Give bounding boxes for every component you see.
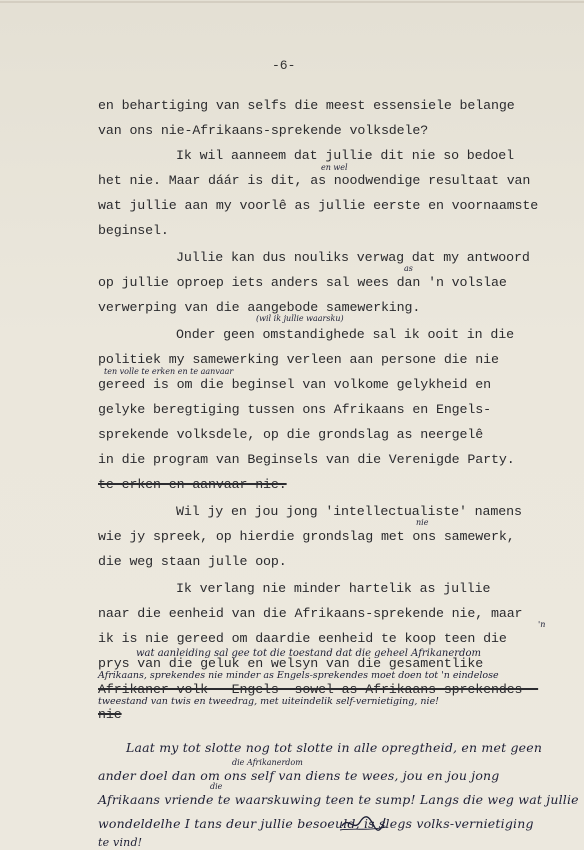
signature xyxy=(338,812,388,836)
typed-line: beginsel. xyxy=(98,223,169,238)
handwritten-replacement: wat aanleiding sal gee tot die toestand dat die geheel Afrikanerdom xyxy=(136,648,481,659)
handwritten-insertion: die Afrikanerdom xyxy=(232,758,303,767)
typed-line: Jullie kan dus nouliks verwag dat my antwoord xyxy=(176,250,530,265)
typed-line: en behartiging van selfs die meest essensiele belange xyxy=(98,98,515,113)
typed-line: wat jullie aan my voorlê as jullie eerste en voornaamste xyxy=(98,198,539,213)
handwritten-insertion: as xyxy=(404,264,413,273)
typed-line: in die program van Beginsels van die Verenigde Party. xyxy=(98,452,515,467)
typed-line-struck: te erken en aanvaar nie. xyxy=(98,477,287,492)
typed-line: Onder geen omstandighede sal ik ooit in die xyxy=(176,327,514,342)
typed-line: prys van die geluk en welsyn van die gesamentlike xyxy=(98,656,484,671)
handwritten-replacement: tweestand van twis en tweedrag, met uiteindelik self-vernietiging, nie! xyxy=(98,696,440,707)
typed-line: Wil jy en jou jong 'intellectualiste' namens xyxy=(176,504,522,519)
handwritten-closing-line: Laat my tot slotte nog tot slotte in alle opregtheid, en met geen xyxy=(126,740,543,755)
typed-line: Ik verlang nie minder hartelik as jullie xyxy=(176,581,491,596)
handwritten-closing-line: Afrikaans vriende te waarskuwing teen te sump! Langs die weg wat jullie xyxy=(98,792,579,807)
page-number: -6- xyxy=(272,58,296,73)
handwritten-insertion: die xyxy=(210,782,223,791)
typed-line: naar die eenheid van die Afrikaans-sprekende nie, maar xyxy=(98,606,523,621)
typed-line: van ons nie-Afrikaans-sprekende volksdele? xyxy=(98,123,429,138)
handwritten-closing-line: ander doel dan om ons self van diens te wees, jou en jou jong xyxy=(98,768,500,783)
typed-line: politiek my samewerking verleen aan persone die nie xyxy=(98,352,499,367)
typed-line: die weg staan julle oop. xyxy=(98,554,287,569)
typed-line: sprekende volksdele, op die grondslag as neergelê xyxy=(98,427,484,442)
handwritten-closing-line: te vind! xyxy=(98,836,143,849)
handwritten-insertion: (wil ik jullie waarsku) xyxy=(256,314,344,323)
handwritten-replacement: Afrikaans, sprekendes nie minder as Engels-sprekendes moet doen tot 'n eindelose xyxy=(98,670,499,681)
page-fold xyxy=(0,1,584,3)
handwritten-closing-line: wondeldelhe I tans deur jullie besoeuld, is slegs volks-vernietiging xyxy=(98,816,534,831)
typed-line: gereed is om die beginsel van volkome gelykheid en xyxy=(98,377,491,392)
typed-line-struck: Afrikaner-volk - Engels- sowel as Afrikaans-sprekendes - xyxy=(98,682,539,697)
typed-line: gelyke beregtiging tussen ons Afrikaans en Engels- xyxy=(98,402,491,417)
typed-line: verwerping van die aangebode samewerking. xyxy=(98,300,421,315)
typed-line-struck: nie xyxy=(98,707,122,722)
typed-line: het nie. Maar dáár is dit, as noodwendige resultaat van xyxy=(98,173,531,188)
handwritten-insertion: ten volle te erken en te aanvaar xyxy=(104,367,234,376)
typed-line: ik is nie gereed om daardie eenheid te koop teen die xyxy=(98,631,507,646)
typed-line: op jullie oproep iets anders sal wees dan 'n volslae xyxy=(98,275,507,290)
handwritten-insertion: nie xyxy=(416,518,429,527)
handwritten-insertion: en wel xyxy=(321,163,348,172)
handwritten-insertion: 'n xyxy=(538,620,546,629)
typed-line: wie jy spreek, op hierdie grondslag met ons samewerk, xyxy=(98,529,515,544)
typed-line: Ik wil aanneem dat jullie dit nie so bedoel xyxy=(176,148,514,163)
